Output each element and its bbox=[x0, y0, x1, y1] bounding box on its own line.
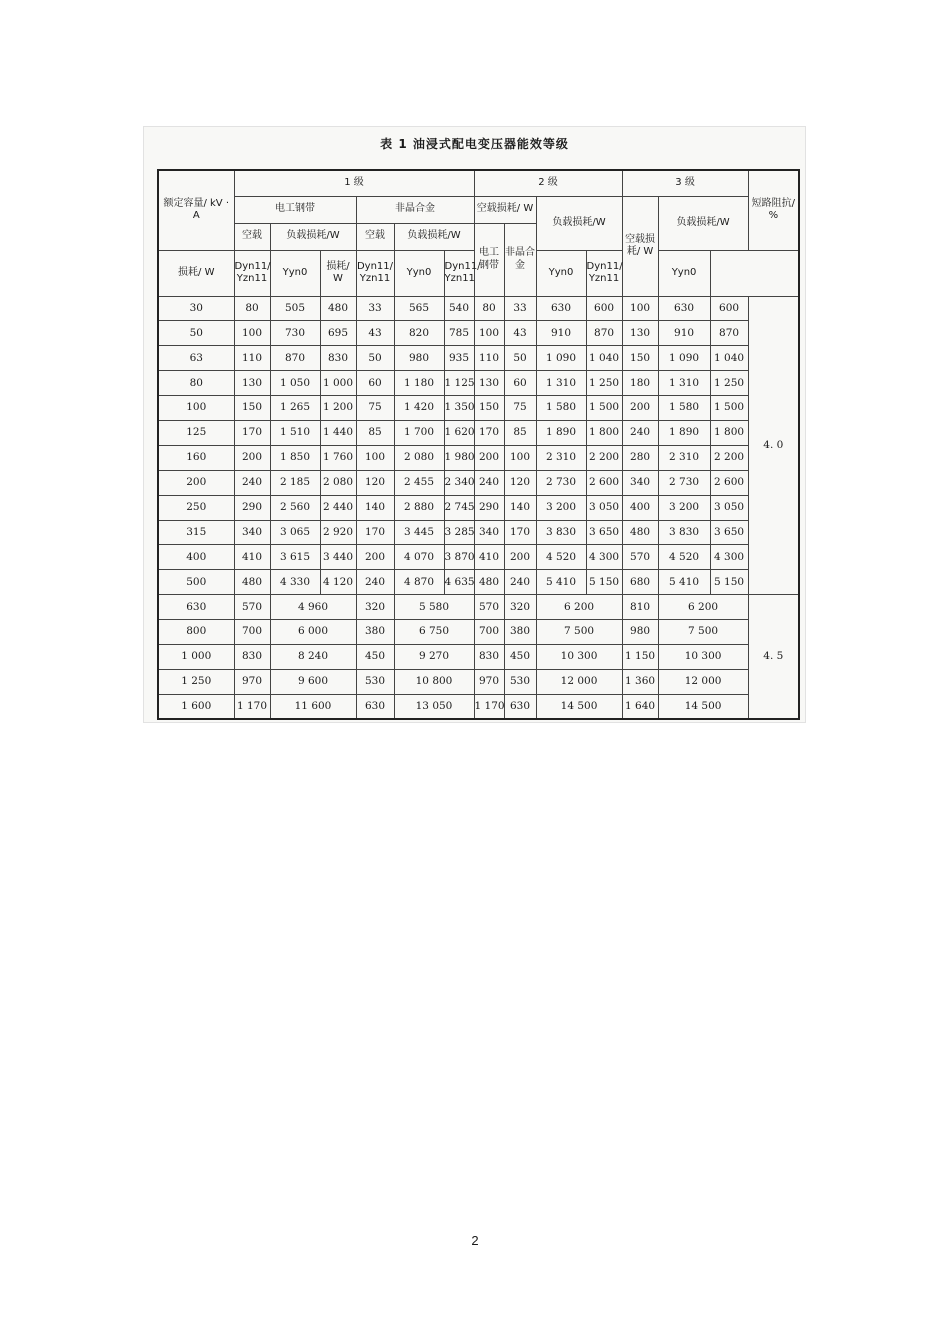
header-g2-amorphous: 非晶合金 bbox=[504, 223, 536, 296]
table-cell: 1 500 bbox=[586, 396, 622, 421]
table-cell: 570 bbox=[234, 595, 270, 620]
table-cell: 2 080 bbox=[394, 445, 444, 470]
table-cell: 5 150 bbox=[586, 570, 622, 595]
table-cell: 1 500 bbox=[710, 396, 748, 421]
table-cell: 1 170 bbox=[474, 694, 504, 719]
table-cell: 200 bbox=[622, 396, 658, 421]
table-cell: 5 410 bbox=[658, 570, 710, 595]
table-cell: 240 bbox=[474, 470, 504, 495]
header-impedance: 短路阻抗/ % bbox=[748, 170, 799, 250]
table-cell: 320 bbox=[504, 595, 536, 620]
table-cell: 14 500 bbox=[658, 694, 748, 719]
header-g2-dyn: Dyn11/ Yzn11 bbox=[444, 250, 474, 296]
table-cell: 3 200 bbox=[536, 495, 586, 520]
table-row bbox=[158, 321, 799, 346]
table-cell: 240 bbox=[356, 570, 394, 595]
table-cell: 1 800 bbox=[710, 420, 748, 445]
table-row bbox=[158, 396, 799, 421]
table-cell: 1 800 bbox=[586, 420, 622, 445]
table-cell: 1 510 bbox=[270, 420, 320, 445]
table-cell: 630 bbox=[356, 694, 394, 719]
table-cell: 110 bbox=[234, 346, 270, 371]
table-cell: 505 bbox=[270, 296, 320, 321]
table-cell: 870 bbox=[710, 321, 748, 346]
table-cell: 1 700 bbox=[394, 420, 444, 445]
table-cell: 1 265 bbox=[270, 396, 320, 421]
table-cell: 410 bbox=[234, 545, 270, 570]
table-cell: 2 200 bbox=[710, 445, 748, 470]
table-cell: 14 500 bbox=[536, 694, 622, 719]
table-cell: 380 bbox=[504, 620, 536, 645]
header-g3-dyn: Dyn11/ Yzn11 bbox=[586, 250, 622, 296]
table-cell: 100 bbox=[234, 321, 270, 346]
table-cell: 3 440 bbox=[320, 545, 356, 570]
table-cell: 3 830 bbox=[536, 520, 586, 545]
table-cell: 530 bbox=[356, 669, 394, 694]
table-cell: 10 800 bbox=[394, 669, 474, 694]
table-cell: 2 310 bbox=[658, 445, 710, 470]
table-cell: 2 600 bbox=[586, 470, 622, 495]
table-cell: 2 730 bbox=[536, 470, 586, 495]
table-cell: 1 600 bbox=[158, 694, 234, 719]
scanned-table-image bbox=[143, 126, 806, 723]
table-cell: 1 040 bbox=[710, 346, 748, 371]
table-cell: 530 bbox=[504, 669, 536, 694]
table-cell: 2 185 bbox=[270, 470, 320, 495]
table-row bbox=[158, 694, 799, 719]
table-cell: 630 bbox=[504, 694, 536, 719]
table-cell: 11 600 bbox=[270, 694, 356, 719]
table-cell: 480 bbox=[474, 570, 504, 595]
table-row bbox=[158, 420, 799, 445]
table-cell: 600 bbox=[586, 296, 622, 321]
table-cell: 785 bbox=[444, 321, 474, 346]
table-cell: 570 bbox=[474, 595, 504, 620]
table-cell: 800 bbox=[158, 620, 234, 645]
table-cell: 43 bbox=[504, 321, 536, 346]
table-cell: 8 240 bbox=[270, 644, 356, 669]
table-cell: 410 bbox=[474, 545, 504, 570]
table-cell: 480 bbox=[320, 296, 356, 321]
table-cell: 380 bbox=[356, 620, 394, 645]
table-cell: 250 bbox=[158, 495, 234, 520]
table-cell: 1 090 bbox=[658, 346, 710, 371]
table-cell: 2 745 bbox=[444, 495, 474, 520]
table-cell: 60 bbox=[504, 371, 536, 396]
table-cell: 85 bbox=[356, 420, 394, 445]
table-cell: 9 270 bbox=[394, 644, 474, 669]
table-cell: 810 bbox=[622, 595, 658, 620]
table-cell: 4 635 bbox=[444, 570, 474, 595]
table-cell: 1 090 bbox=[536, 346, 586, 371]
table-cell: 125 bbox=[158, 420, 234, 445]
table-cell: 400 bbox=[622, 495, 658, 520]
table-row bbox=[158, 595, 799, 620]
table-cell: 980 bbox=[394, 346, 444, 371]
table-cell: 7 500 bbox=[658, 620, 748, 645]
table-cell: 980 bbox=[622, 620, 658, 645]
header-g2-load: 负载损耗/W bbox=[536, 196, 622, 250]
table-cell: 2 920 bbox=[320, 520, 356, 545]
table-cell: 130 bbox=[622, 321, 658, 346]
table-cell: 1 350 bbox=[444, 396, 474, 421]
table-cell: 970 bbox=[234, 669, 270, 694]
table-cell: 130 bbox=[474, 371, 504, 396]
table-cell: 170 bbox=[234, 420, 270, 445]
table-cell: 200 bbox=[504, 545, 536, 570]
table-row bbox=[158, 296, 799, 321]
header-g2-steel: 电工钢带 bbox=[474, 223, 504, 296]
table-cell: 1 170 bbox=[234, 694, 270, 719]
table-cell: 60 bbox=[356, 371, 394, 396]
header-g2-noload: 空载损耗/ W bbox=[474, 196, 536, 223]
table-row bbox=[158, 520, 799, 545]
table-cell: 10 300 bbox=[536, 644, 622, 669]
table-cell: 3 050 bbox=[586, 495, 622, 520]
table-cell: 1 580 bbox=[658, 396, 710, 421]
table-cell: 80 bbox=[158, 371, 234, 396]
table-cell: 100 bbox=[504, 445, 536, 470]
header-grade-1: 1 级 bbox=[234, 170, 474, 196]
table-cell: 150 bbox=[622, 346, 658, 371]
table-cell: 400 bbox=[158, 545, 234, 570]
table-cell: 730 bbox=[270, 321, 320, 346]
table-cell: 1 310 bbox=[658, 371, 710, 396]
table-cell: 280 bbox=[622, 445, 658, 470]
table-cell: 80 bbox=[234, 296, 270, 321]
table-cell: 3 830 bbox=[658, 520, 710, 545]
header-g1-steel-yyn: Yyn0 bbox=[270, 250, 320, 296]
table-cell: 200 bbox=[474, 445, 504, 470]
table-cell: 4 870 bbox=[394, 570, 444, 595]
table-cell: 140 bbox=[504, 495, 536, 520]
table-cell: 4 120 bbox=[320, 570, 356, 595]
table-cell: 1 440 bbox=[320, 420, 356, 445]
table-cell: 1 620 bbox=[444, 420, 474, 445]
table-cell: 75 bbox=[504, 396, 536, 421]
table-caption: 表 1 油浸式配电变压器能效等级 bbox=[380, 137, 569, 151]
table-cell: 1 125 bbox=[444, 371, 474, 396]
table-row bbox=[158, 495, 799, 520]
table-row bbox=[158, 669, 799, 694]
table-cell: 3 200 bbox=[658, 495, 710, 520]
table-cell: 1 200 bbox=[320, 396, 356, 421]
table-row bbox=[158, 371, 799, 396]
table-cell: 3 050 bbox=[710, 495, 748, 520]
table-cell: 3 870 bbox=[444, 545, 474, 570]
table-cell: 1 640 bbox=[622, 694, 658, 719]
header-g1-amorphous: 非晶合金 bbox=[356, 196, 474, 223]
table-cell: 4 520 bbox=[658, 545, 710, 570]
table-cell: 3 615 bbox=[270, 545, 320, 570]
table-cell: 75 bbox=[356, 396, 394, 421]
table-cell: 30 bbox=[158, 296, 234, 321]
table-cell: 870 bbox=[270, 346, 320, 371]
table-cell: 200 bbox=[158, 470, 234, 495]
header-g1-steel-noload: 空载 bbox=[234, 223, 270, 250]
header-capacity: 额定容量/ kV · A bbox=[158, 170, 234, 250]
table-row bbox=[158, 470, 799, 495]
table-cell: 870 bbox=[586, 321, 622, 346]
table-cell: 200 bbox=[234, 445, 270, 470]
table-cell: 5 410 bbox=[536, 570, 586, 595]
table-cell: 2 440 bbox=[320, 495, 356, 520]
table-cell: 2 600 bbox=[710, 470, 748, 495]
table-cell: 4 300 bbox=[586, 545, 622, 570]
table-cell: 480 bbox=[234, 570, 270, 595]
table-cell: 2 340 bbox=[444, 470, 474, 495]
table-cell: 700 bbox=[474, 620, 504, 645]
table-cell: 1 760 bbox=[320, 445, 356, 470]
table-cell: 1 000 bbox=[158, 644, 234, 669]
table-cell: 120 bbox=[504, 470, 536, 495]
table-cell: 830 bbox=[320, 346, 356, 371]
table-cell: 2 560 bbox=[270, 495, 320, 520]
table-cell: 160 bbox=[158, 445, 234, 470]
table-cell: 7 500 bbox=[536, 620, 622, 645]
table-cell: 4 330 bbox=[270, 570, 320, 595]
table-cell: 480 bbox=[622, 520, 658, 545]
table-cell: 450 bbox=[356, 644, 394, 669]
table-cell: 290 bbox=[234, 495, 270, 520]
table-cell: 3 285 bbox=[444, 520, 474, 545]
table-cell: 170 bbox=[474, 420, 504, 445]
table-cell: 1 250 bbox=[158, 669, 234, 694]
header-g1-steel-dyn: Dyn11/ Yzn11 bbox=[234, 250, 270, 296]
table-cell: 2 200 bbox=[586, 445, 622, 470]
table-cell: 170 bbox=[504, 520, 536, 545]
table-cell: 1 250 bbox=[586, 371, 622, 396]
table-row bbox=[158, 445, 799, 470]
table-cell: 540 bbox=[444, 296, 474, 321]
table-cell: 5 150 bbox=[710, 570, 748, 595]
table-cell: 43 bbox=[356, 321, 394, 346]
table-cell: 970 bbox=[474, 669, 504, 694]
table-cell: 630 bbox=[158, 595, 234, 620]
table-cell: 110 bbox=[474, 346, 504, 371]
table-cell: 830 bbox=[234, 644, 270, 669]
table-cell: 12 000 bbox=[536, 669, 622, 694]
table-cell: 565 bbox=[394, 296, 444, 321]
table-cell: 4 300 bbox=[710, 545, 748, 570]
table-cell: 150 bbox=[474, 396, 504, 421]
table-cell: 1 250 bbox=[710, 371, 748, 396]
table-cell: 240 bbox=[234, 470, 270, 495]
table-row bbox=[158, 545, 799, 570]
table-cell: 340 bbox=[234, 520, 270, 545]
table-cell: 10 300 bbox=[658, 644, 748, 669]
table-cell: 1 890 bbox=[658, 420, 710, 445]
page-number: 2 bbox=[471, 1233, 479, 1248]
table-cell: 240 bbox=[622, 420, 658, 445]
table-cell: 140 bbox=[356, 495, 394, 520]
table-cell: 2 730 bbox=[658, 470, 710, 495]
table-cell: 935 bbox=[444, 346, 474, 371]
header-g1-amorphous-dyn: Dyn11/ Yzn11 bbox=[356, 250, 394, 296]
table-cell: 1 150 bbox=[622, 644, 658, 669]
table-cell: 600 bbox=[710, 296, 748, 321]
header-grade-3: 3 级 bbox=[622, 170, 748, 196]
table-cell: 820 bbox=[394, 321, 444, 346]
table-cell: 290 bbox=[474, 495, 504, 520]
table-cell: 170 bbox=[356, 520, 394, 545]
table-cell: 450 bbox=[504, 644, 536, 669]
table-cell: 100 bbox=[622, 296, 658, 321]
table-body bbox=[158, 296, 799, 719]
table-row bbox=[158, 620, 799, 645]
table-cell: 63 bbox=[158, 346, 234, 371]
table-cell: 100 bbox=[158, 396, 234, 421]
table-cell: 100 bbox=[474, 321, 504, 346]
table-cell: 340 bbox=[474, 520, 504, 545]
table-cell: 2 080 bbox=[320, 470, 356, 495]
table-cell: 4 960 bbox=[270, 595, 356, 620]
table-cell: 6 000 bbox=[270, 620, 356, 645]
table-cell: 9 600 bbox=[270, 669, 356, 694]
table-cell: 180 bbox=[622, 371, 658, 396]
table-cell: 80 bbox=[474, 296, 504, 321]
header-g3-load: 负载损耗/W bbox=[658, 196, 748, 250]
table-cell: 130 bbox=[234, 371, 270, 396]
header-g2-yyn: Yyn0 bbox=[536, 250, 586, 296]
header-g1-steel-noload-unit: 损耗/ W bbox=[158, 250, 234, 296]
header-g1-steel: 电工钢带 bbox=[234, 196, 356, 223]
table-cell: 340 bbox=[622, 470, 658, 495]
table-cell: 2 310 bbox=[536, 445, 586, 470]
table-cell: 13 050 bbox=[394, 694, 474, 719]
header-g3-yyn: Yyn0 bbox=[658, 250, 710, 296]
table-cell: 33 bbox=[504, 296, 536, 321]
table-cell: 630 bbox=[658, 296, 710, 321]
header-g1-amorphous-noload-unit: 损耗/ W bbox=[320, 250, 356, 296]
table-cell: 2 880 bbox=[394, 495, 444, 520]
table-cell: 50 bbox=[504, 346, 536, 371]
table-cell: 1 000 bbox=[320, 371, 356, 396]
table-cell: 1 180 bbox=[394, 371, 444, 396]
table-cell: 1 050 bbox=[270, 371, 320, 396]
table-cell: 1 580 bbox=[536, 396, 586, 421]
table-cell: 680 bbox=[622, 570, 658, 595]
table-cell: 630 bbox=[536, 296, 586, 321]
table-cell: 1 890 bbox=[536, 420, 586, 445]
table-cell: 700 bbox=[234, 620, 270, 645]
table-cell: 50 bbox=[356, 346, 394, 371]
impedance-cell: 4. 5 bbox=[748, 595, 799, 719]
table-cell: 150 bbox=[234, 396, 270, 421]
table-cell: 3 650 bbox=[586, 520, 622, 545]
table-cell: 240 bbox=[504, 570, 536, 595]
table-cell: 1 040 bbox=[586, 346, 622, 371]
table-cell: 1 850 bbox=[270, 445, 320, 470]
table-cell: 3 650 bbox=[710, 520, 748, 545]
header-grade-2: 2 级 bbox=[474, 170, 622, 196]
table-cell: 695 bbox=[320, 321, 356, 346]
table-cell: 50 bbox=[158, 321, 234, 346]
table-cell: 5 580 bbox=[394, 595, 474, 620]
table-cell: 1 310 bbox=[536, 371, 586, 396]
table-row bbox=[158, 644, 799, 669]
table-cell: 85 bbox=[504, 420, 536, 445]
table-row bbox=[158, 346, 799, 371]
table-cell: 6 750 bbox=[394, 620, 474, 645]
table-cell: 830 bbox=[474, 644, 504, 669]
table-cell: 6 200 bbox=[536, 595, 622, 620]
table-cell: 33 bbox=[356, 296, 394, 321]
table-cell: 120 bbox=[356, 470, 394, 495]
table-cell: 910 bbox=[658, 321, 710, 346]
table-cell: 2 455 bbox=[394, 470, 444, 495]
table-cell: 570 bbox=[622, 545, 658, 570]
energy-efficiency-table bbox=[157, 169, 800, 720]
header-g1-amorphous-load: 负载损耗/W bbox=[394, 223, 474, 250]
table-cell: 1 360 bbox=[622, 669, 658, 694]
table-cell: 4 520 bbox=[536, 545, 586, 570]
table-cell: 1 980 bbox=[444, 445, 474, 470]
header-g1-amorphous-yyn: Yyn0 bbox=[394, 250, 444, 296]
header-g1-steel-load: 负载损耗/W bbox=[270, 223, 356, 250]
table-cell: 6 200 bbox=[658, 595, 748, 620]
table-cell: 12 000 bbox=[658, 669, 748, 694]
table-cell: 3 445 bbox=[394, 520, 444, 545]
table-cell: 315 bbox=[158, 520, 234, 545]
header-g3-noload: 空载损耗/ W bbox=[622, 196, 658, 296]
table-cell: 500 bbox=[158, 570, 234, 595]
table-cell: 100 bbox=[356, 445, 394, 470]
table-cell: 1 420 bbox=[394, 396, 444, 421]
table-cell: 910 bbox=[536, 321, 586, 346]
table-cell: 3 065 bbox=[270, 520, 320, 545]
table-cell: 200 bbox=[356, 545, 394, 570]
table-row bbox=[158, 570, 799, 595]
impedance-cell: 4. 0 bbox=[748, 296, 799, 595]
header-g1-amorphous-noload: 空载 bbox=[356, 223, 394, 250]
table-cell: 4 070 bbox=[394, 545, 444, 570]
table-cell: 320 bbox=[356, 595, 394, 620]
